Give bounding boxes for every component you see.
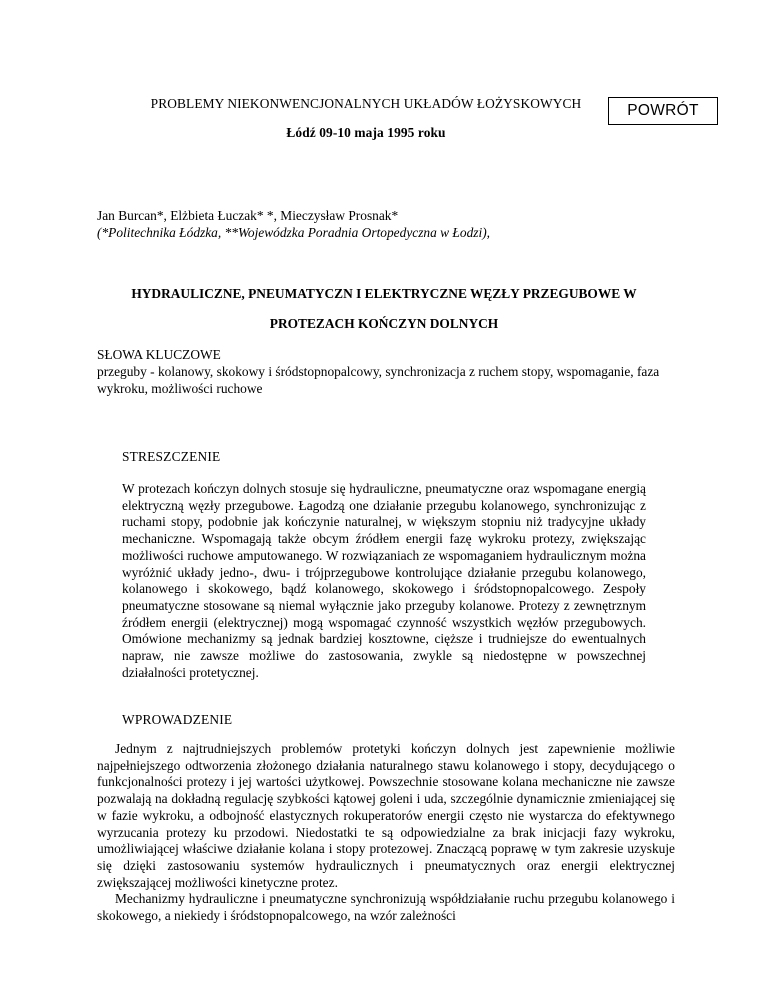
paper-title [0,285,768,332]
conference-name: PROBLEMY NIEKONWENCJONALNYCH UKŁADÓW ŁOŻYSKOWYCH [150,96,582,111]
introduction-paragraph-1: Jednym z najtrudniejszych problemów protetyki kończyn dolnych jest zapewnienie możliwie najpełniejszego odtworzenia złożonego działania naturalnego stawu kolanowego i stopy, decydującego o funkcjonalności protezy i jej wartości użytkowej. Powszechnie stosowane kolana mechaniczne nie zawsze pozwalają na dokładną regulację szybkości kątowej goleni i uda, szczególnie dynamicznie zmieniającej się w fazie wykroku, a odbojność elastycznych rokuperatorów energii często nie wystarcza do efektywnego wyrzucania protezy ku przodowi. Niedostatki te są odpowiedzialne za brak inicjacji fazy wykroku, umożliwiającej właściwe działanie kolana i stopy protezowej. Znaczącą poprawę w tym zakresie uzyskuje się dzięki zastosowaniu systemów hydraulicznych i pneumatycznych oraz energii elektrycznej zwiększającej możliwości kinetyczne protez. [97,741,675,890]
author-affiliation: (*Politechnika Łódzka, **Wojewódzka Poradnia Ortopedyczna w Łodzi), [97,225,491,240]
keywords-section [97,346,677,397]
abstract-text: W protezach kończyn dolnych stosuje się hydrauliczne, pneumatyczne oraz wspomagane energią elektryczną węzły przegubowe. Łagodzą one działanie przegubu kolanowego, synchronizując z ruchami stopy, podobnie jak kończynie naturalnej, w większym stopniu niż tradycyjne układy mechaniczne. Wspomagają także obcym źródłem energii fazę wykroku protezy, zwiększając możliwości ruchowe amputowanego. W rozwiązaniach ze wspomaganiem hydraulicznym można wyróżnić układy jedno-, dwu- i trójprzegubowe kontrolujące działanie przegubu kolanowego, kolanowego i skokowego, bądź kolanowego, skokowego i śródstopnopalcowego. Zespoły pneumatyczne stosowane są niemal wyłącznie jako przeguby kolanowe. Protezy z zewnętrznym źródłem energii (elektrycznej) mogą wspomagać czynność wszystkich węzłów przegubowych. Omówione mechanizmy są jednak bardziej kosztowne, cięższe i trudniejsze do ewentualnych napraw, nie zawsze możliwe do zastosowania, zwykle są niedostępne w powszechnej działalności protetycznej. [122,481,646,680]
introduction-heading: WPROWADZENIE [122,712,233,727]
paper-title-line2: PROTEZACH KOŃCZYN DOLNYCH [269,316,499,331]
back-button[interactable]: POWRÓT [608,97,718,125]
paper-title-line1: HYDRAULICZNE, PNEUMATYCZN I ELEKTRYCZNE WĘZŁY PRZEGUBOWE W [131,286,637,301]
authors-block [97,207,490,241]
keywords-heading: SŁOWA KLUCZOWE [97,347,221,362]
introduction-body [97,741,675,925]
author-names: Jan Burcan*, Elżbieta Łuczak* *, Mieczysław Prosnak* [97,208,399,223]
conference-date: Łódź 09-10 maja 1995 roku [286,125,446,140]
keywords-text: przeguby - kolanowy, skokowy i śródstopnopalcowy, synchronizacja z ruchem stopy, wspomaganie, faza wykroku, możliwości ruchowe [97,364,660,396]
introduction-paragraph-2: Mechanizmy hydrauliczne i pneumatyczne synchronizują współdziałanie ruchu przegubu kolanowego i skokowego, a niekiedy i śródstopnopalcowego, na wzór zależności [97,891,675,924]
abstract-heading: STRESZCZENIE [122,449,221,464]
